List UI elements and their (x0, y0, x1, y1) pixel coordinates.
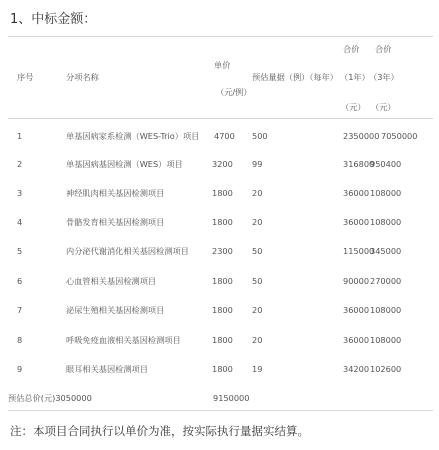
header-total-3y-unit: （元） (371, 102, 396, 112)
row-3-name: 神经肌肉相关基因检测项目 (66, 188, 165, 198)
table-top-rule (8, 36, 433, 37)
header-est-qty: 预估量据（例）（每年） (252, 72, 338, 82)
row-3-total-3y: 108000 (370, 188, 402, 198)
row-5-total-3y: 345000 (370, 246, 402, 256)
row-6-name: 心血管相关基因检测项目 (66, 276, 157, 286)
row-8-no: 8 (17, 335, 23, 345)
footnote: 注：本项目合同执行以单价为准，按实际执行量据实结算。 (10, 424, 309, 438)
row-7-no: 7 (17, 305, 23, 315)
header-total-3y-period: （3年） (369, 72, 399, 82)
row-2-name: 单基因病基因检测（WES）项目 (66, 159, 183, 169)
header-item-name: 分项名称 (66, 72, 99, 82)
row-9-total-3y: 102600 (370, 364, 402, 374)
row-9-qty: 19 (252, 364, 263, 374)
row-7-total-3y: 108000 (370, 305, 402, 315)
row-2-qty: 99 (252, 159, 263, 169)
row-8-name: 呼吸免疫血液相关基因检测项目 (66, 335, 181, 345)
row-8-total-1y: 36000 (343, 335, 370, 345)
row-2-total-1y: 316800 (343, 159, 375, 169)
section-title: 1、中标金额： (10, 12, 97, 27)
row-9-no: 9 (17, 364, 23, 374)
row-5-total-1y: 115000 (343, 246, 375, 256)
row-5-qty: 50 (252, 246, 263, 256)
row-2-no: 2 (17, 159, 23, 169)
row-5-no: 5 (17, 246, 23, 256)
header-total-1y-period: （1年） (340, 72, 370, 82)
row-6-total-1y: 90000 (343, 276, 370, 286)
row-7-unit: 1800 (212, 305, 233, 315)
total-label-1y: 预估总价(元)3050000 (8, 393, 92, 403)
row-1-total-1y: 2350000 (343, 131, 380, 141)
header-total-1y-unit: （元） (341, 102, 366, 112)
table-bottom-rule (8, 410, 433, 411)
header-total-3y: 合价 (375, 44, 392, 54)
row-4-no: 4 (17, 217, 23, 227)
row-4-total-1y: 36000 (343, 217, 370, 227)
row-7-total-1y: 36000 (343, 305, 370, 315)
row-4-total-3y: 108000 (370, 217, 402, 227)
row-8-qty: 20 (252, 335, 263, 345)
row-3-unit: 1800 (212, 188, 233, 198)
row-9-name: 眼耳相关基因检测项目 (66, 364, 148, 374)
row-5-name: 内分泌代谢消化相关基因检测项目 (66, 246, 189, 256)
row-8-unit: 1800 (212, 335, 233, 345)
row-6-no: 6 (17, 276, 23, 286)
header-total-1y: 合价 (343, 44, 360, 54)
header-seq: 序号 (17, 72, 34, 82)
row-1-qty: 500 (252, 131, 268, 141)
row-3-no: 3 (17, 188, 23, 198)
header-unit-price-unit: （元/例） (216, 87, 252, 97)
row-3-total-1y: 36000 (343, 188, 370, 198)
row-4-qty: 20 (252, 217, 263, 227)
row-9-total-1y: 34200 (343, 364, 370, 374)
header-unit-price: 单价 (214, 60, 231, 70)
row-9-unit: 1800 (212, 364, 233, 374)
row-8-total-3y: 108000 (370, 335, 402, 345)
row-6-total-3y: 270000 (370, 276, 402, 286)
row-1-name: 单基因病家系检测（WES-Trio）项目 (66, 131, 200, 141)
row-4-name: 骨骼发育相关基因检测项目 (66, 217, 165, 227)
header-rule (8, 118, 433, 119)
row-6-unit: 1800 (212, 276, 233, 286)
row-5-unit: 2300 (212, 246, 233, 256)
row-7-name: 泌尿生殖相关基因检测项目 (66, 305, 165, 315)
total-3y: 9150000 (213, 393, 250, 403)
row-1-unit: 4700 (214, 131, 235, 141)
row-1-no: 1 (17, 131, 23, 141)
row-3-qty: 20 (252, 188, 263, 198)
row-4-unit: 1800 (212, 217, 233, 227)
row-1-total-3y: 7050000 (381, 131, 418, 141)
row-2-total-3y: 950400 (370, 159, 402, 169)
row-6-qty: 50 (252, 276, 263, 286)
row-2-unit: 3200 (212, 159, 233, 169)
row-7-qty: 20 (252, 305, 263, 315)
